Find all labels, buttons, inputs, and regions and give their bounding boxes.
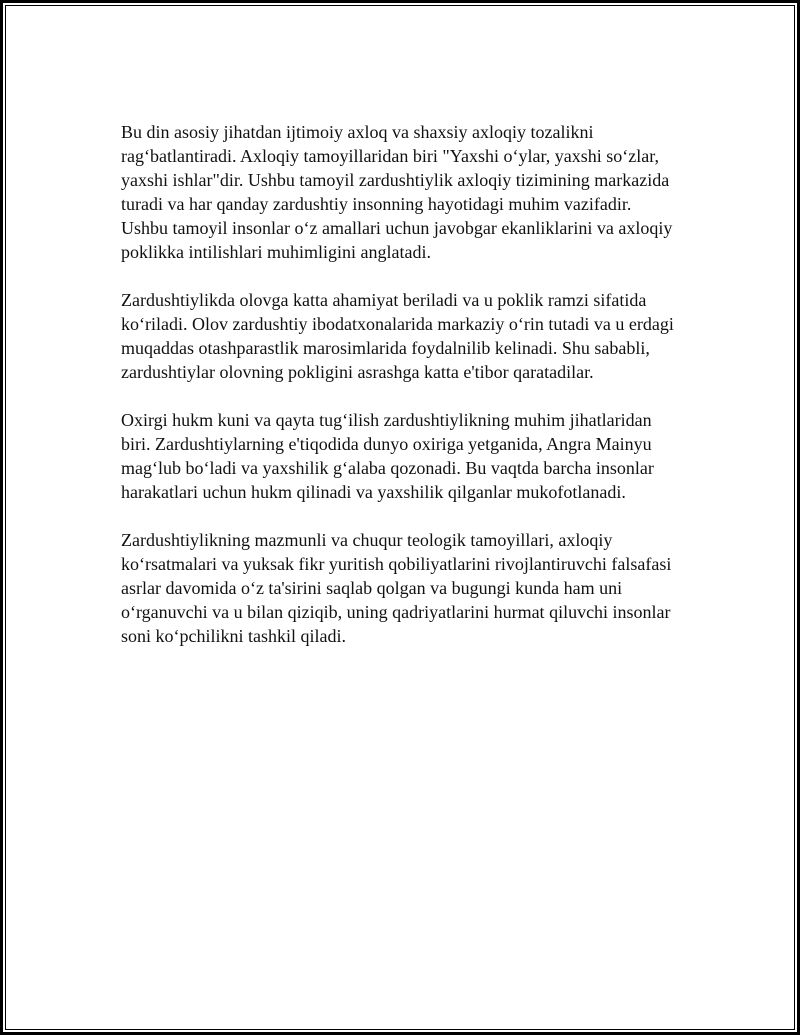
paragraph-1: Bu din asosiy jihatdan ijtimoiy axloq va shaxsiy axloqiy tozalikni rag‘batlantiradi. Axloqiy tamoyillaridan biri "Yaxshi o‘ylar, yaxshi so‘zlar, yaxshi ishlar"dir. Ushbu tamoyil zardushtiylik axloqiy tizimining markazida turadi va har qanday zardushtiy insonning hayotidagi muhim vazifadir. Ushbu tamoyil insonlar o‘z amallari uchun javobgar ekanliklarini va axloqiy poklikka intilishlari muhimligini anglatadi. [121,122,673,262]
paragraph-3: Oxirgi hukm kuni va qayta tug‘ilish zardushtiylikning muhim jihatlaridan biri. Zardushtiylarning e'tiqodida dunyo oxiriga yetganida, Angra Mainyu mag‘lub bo‘ladi va yaxshilik g‘alaba qozonadi. Bu vaqtda barcha insonlar harakatlari uchun hukm qilinadi va yaxshilik qilganlar mukofotlanadi. [121,410,654,502]
paragraph-4: Zardushtiylikning mazmunli va chuqur teologik tamoyillari, axloqiy ko‘rsatmalari va yuksak fikr yuritish qobiliyatlarini rivojlantiruvchi falsafasi asrlar davomida o‘z ta'sirini saqlab qolgan va bugungi kunda ham uni o‘rganuvchi va u bilan qiziqib, uning qadriyatlarini hurmat qiluvchi insonlar soni ko‘pchilikni tashkil qiladi. [121,530,672,646]
paragraph-2: Zardushtiylikda olovga katta ahamiyat beriladi va u poklik ramzi sifatida ko‘riladi. Olov zardushtiy ibodatxonalarida markaziy o‘rin tutadi va u erdagi muqaddas otashparastlik marosimlarida foydalnilib kelinadi. Shu sababli, zardushtiylar olovning pokligini asrashga katta e'tibor qaratadilar. [121,290,674,382]
document-body [121,120,701,672]
